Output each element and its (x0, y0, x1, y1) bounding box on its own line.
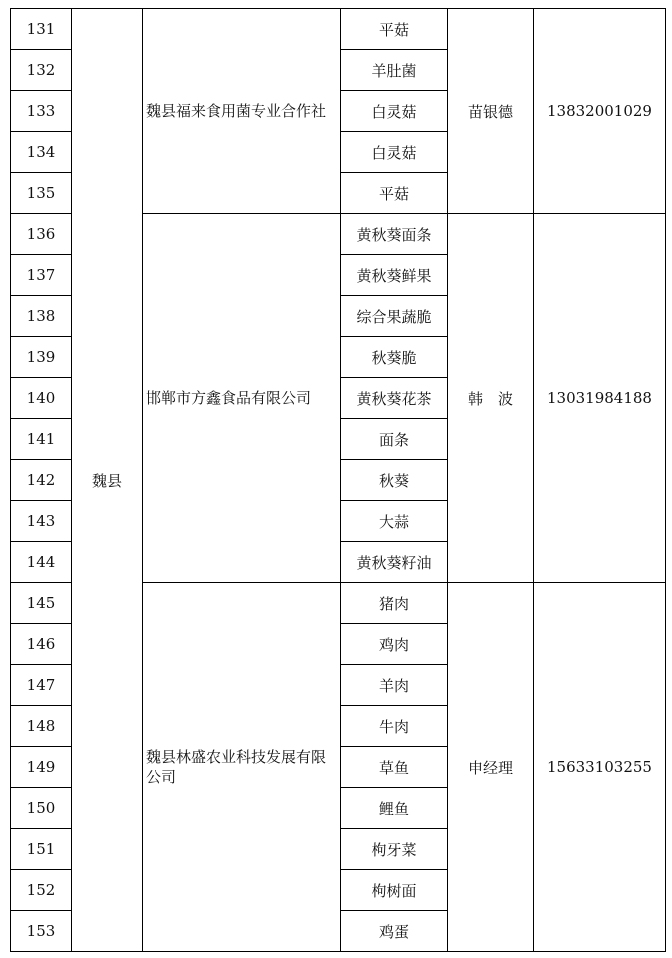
company-cell (143, 9, 341, 214)
company-cell (143, 583, 341, 952)
row-number: 139 (11, 337, 72, 378)
product-cell: 黄秋葵花茶 (341, 378, 448, 419)
product-cell: 枸牙菜 (341, 829, 448, 870)
product-cell: 白灵菇 (341, 91, 448, 132)
table-row (11, 9, 666, 50)
row-number: 145 (11, 583, 72, 624)
contact-cell: 韩 波 (448, 214, 534, 583)
company-name: 魏县福来食用菌专业合作社 (146, 102, 327, 120)
product-cell: 面条 (341, 419, 448, 460)
product-cell: 黄秋葵面条 (341, 214, 448, 255)
phone-cell: 15633103255 (534, 583, 666, 952)
product-cell: 黄秋葵籽油 (341, 542, 448, 583)
row-number: 146 (11, 624, 72, 665)
product-cell: 枸树面 (341, 870, 448, 911)
product-cell: 秋葵脆 (341, 337, 448, 378)
row-number: 136 (11, 214, 72, 255)
product-cell: 牛肉 (341, 706, 448, 747)
row-number: 150 (11, 788, 72, 829)
product-cell: 大蒜 (341, 501, 448, 542)
product-cell: 羊肚菌 (341, 50, 448, 91)
contact-cell: 苗银德 (448, 9, 534, 214)
product-cell: 平菇 (341, 9, 448, 50)
row-number: 133 (11, 91, 72, 132)
product-cell: 黄秋葵鲜果 (341, 255, 448, 296)
product-cell: 平菇 (341, 173, 448, 214)
product-cell: 鸡蛋 (341, 911, 448, 952)
product-cell: 猪肉 (341, 583, 448, 624)
row-number: 147 (11, 665, 72, 706)
row-number: 148 (11, 706, 72, 747)
row-number: 152 (11, 870, 72, 911)
product-cell: 白灵菇 (341, 132, 448, 173)
company-name: 魏县林盛农业科技发展有限公司 (146, 748, 327, 786)
row-number: 142 (11, 460, 72, 501)
county-cell: 魏县 (72, 9, 143, 952)
row-number: 131 (11, 9, 72, 50)
product-cell: 鸡肉 (341, 624, 448, 665)
contact-cell: 申经理 (448, 583, 534, 952)
row-number: 149 (11, 747, 72, 788)
product-cell: 鲤鱼 (341, 788, 448, 829)
row-number: 135 (11, 173, 72, 214)
product-table (10, 8, 666, 952)
row-number: 143 (11, 501, 72, 542)
row-number: 153 (11, 911, 72, 952)
phone-cell: 13031984188 (534, 214, 666, 583)
row-number: 144 (11, 542, 72, 583)
row-number: 138 (11, 296, 72, 337)
row-number: 140 (11, 378, 72, 419)
row-number: 137 (11, 255, 72, 296)
phone-cell: 13832001029 (534, 9, 666, 214)
row-number: 132 (11, 50, 72, 91)
product-cell: 秋葵 (341, 460, 448, 501)
product-cell: 草鱼 (341, 747, 448, 788)
company-cell (143, 214, 341, 583)
row-number: 141 (11, 419, 72, 460)
product-cell: 羊肉 (341, 665, 448, 706)
row-number: 151 (11, 829, 72, 870)
product-cell: 综合果蔬脆 (341, 296, 448, 337)
company-name: 邯郸市方鑫食品有限公司 (146, 389, 312, 407)
product-table-body (11, 9, 666, 952)
row-number: 134 (11, 132, 72, 173)
